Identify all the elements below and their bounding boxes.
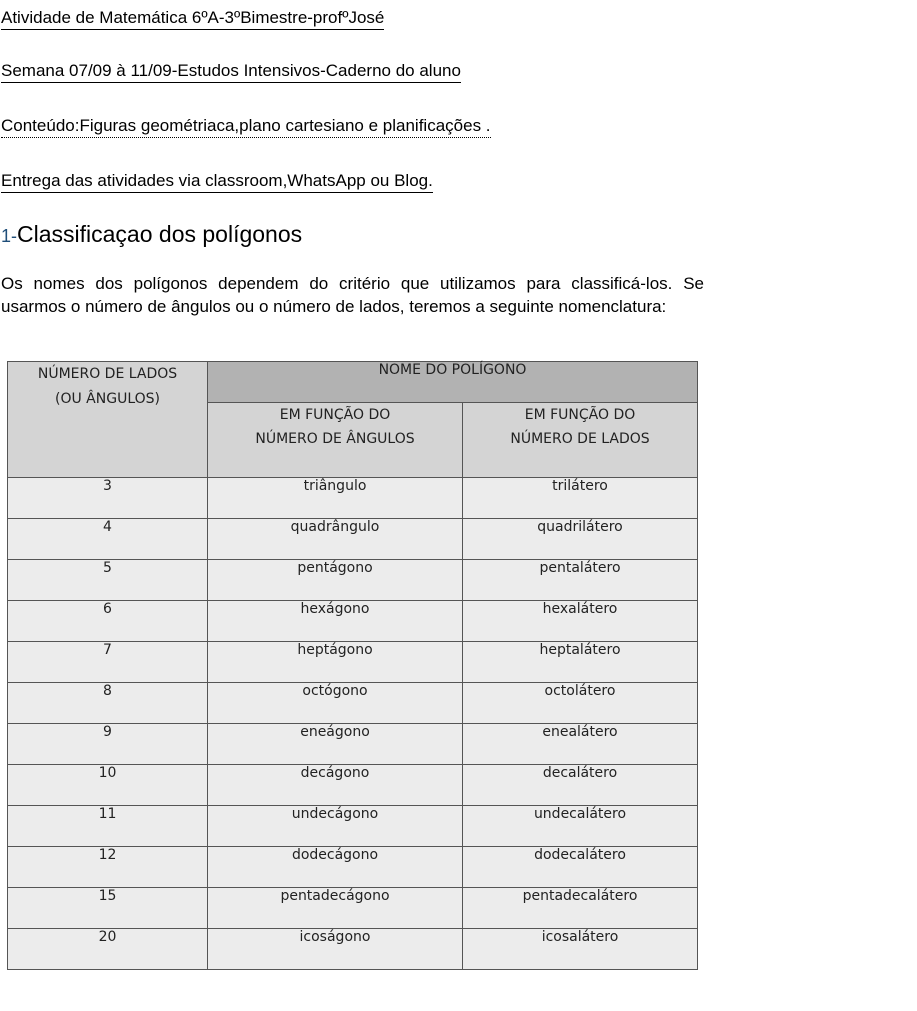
cell-name-by-sides: pentalátero: [463, 560, 698, 601]
polygon-table: [7, 361, 698, 970]
cell-sides: 20: [8, 929, 208, 970]
header-sides-line2: (OU ÂNGULOS): [55, 391, 160, 407]
table-row: [8, 765, 698, 806]
cell-sides: 3: [8, 478, 208, 519]
header-angles-line2: NÚMERO DE ÂNGULOS: [255, 431, 415, 447]
cell-name-by-angles: decágono: [208, 765, 463, 806]
cell-sides: 12: [8, 847, 208, 888]
header-by-sides: [463, 403, 698, 478]
header-delivery-line: Entrega das atividades via classroom,WhatsApp ou Blog.: [1, 171, 433, 193]
cell-name-by-angles: dodecágono: [208, 847, 463, 888]
cell-name-by-sides: dodecalátero: [463, 847, 698, 888]
cell-name-by-angles: quadrângulo: [208, 519, 463, 560]
cell-sides: 7: [8, 642, 208, 683]
cell-sides: 11: [8, 806, 208, 847]
section-title: Classificaçao dos polígonos: [17, 221, 303, 247]
section-heading: [1, 220, 302, 250]
header-bysides-line1: EM FUNÇÃO DO: [524, 407, 636, 423]
header-by-angles: [208, 403, 463, 478]
table-row: [8, 478, 698, 519]
header-bysides-line2: NÚMERO DE LADOS: [510, 431, 650, 447]
section-number: 1-: [1, 226, 18, 246]
table-row: [8, 560, 698, 601]
table-row: [8, 888, 698, 929]
cell-name-by-angles: triângulo: [208, 478, 463, 519]
table-row: [8, 683, 698, 724]
header-week-line: Semana 07/09 à 11/09-Estudos Intensivos-Caderno do aluno: [1, 61, 461, 83]
header-title-line: Atividade de Matemática 6ºA-3ºBimestre-profºJosé: [1, 8, 384, 30]
cell-name-by-angles: octógono: [208, 683, 463, 724]
cell-sides: 9: [8, 724, 208, 765]
header-sides-line1: NÚMERO DE LADOS: [37, 366, 178, 382]
cell-name-by-sides: trilátero: [463, 478, 698, 519]
cell-sides: 8: [8, 683, 208, 724]
table-row: [8, 519, 698, 560]
cell-name-by-sides: icosalátero: [463, 929, 698, 970]
intro-paragraph: Os nomes dos polígonos dependem do critério que utilizamos para classificá-los. Se usarmos o número de ângulos ou o número de lados, teremos a seguinte nomenclatura:: [1, 274, 704, 316]
cell-name-by-angles: heptágono: [208, 642, 463, 683]
cell-name-by-angles: pentadecágono: [208, 888, 463, 929]
header-number-of-sides: [8, 362, 208, 478]
table-row: [8, 929, 698, 970]
table-row: [8, 847, 698, 888]
cell-name-by-sides: hexalátero: [463, 601, 698, 642]
table-row: [8, 806, 698, 847]
cell-name-by-angles: eneágono: [208, 724, 463, 765]
cell-sides: 15: [8, 888, 208, 929]
cell-sides: 6: [8, 601, 208, 642]
table-row: [8, 642, 698, 683]
cell-sides: 4: [8, 519, 208, 560]
cell-name-by-sides: pentadecalátero: [463, 888, 698, 929]
cell-sides: 5: [8, 560, 208, 601]
cell-name-by-sides: quadrilátero: [463, 519, 698, 560]
cell-name-by-angles: undecágono: [208, 806, 463, 847]
cell-sides: 10: [8, 765, 208, 806]
cell-name-by-sides: decalátero: [463, 765, 698, 806]
cell-name-by-sides: octolátero: [463, 683, 698, 724]
cell-name-by-sides: enealátero: [463, 724, 698, 765]
table-row: [8, 724, 698, 765]
cell-name-by-angles: pentágono: [208, 560, 463, 601]
cell-name-by-angles: hexágono: [208, 601, 463, 642]
header-angles-line1: EM FUNÇÃO DO: [279, 407, 391, 423]
cell-name-by-angles: icoságono: [208, 929, 463, 970]
cell-name-by-sides: heptalátero: [463, 642, 698, 683]
header-content-line: Conteúdo:Figuras geométriaca,plano cartesiano e planificações .: [1, 116, 491, 138]
header-polygon-name: NOME DO POLÍGONO: [208, 362, 698, 403]
cell-name-by-sides: undecalátero: [463, 806, 698, 847]
table-row: [8, 601, 698, 642]
